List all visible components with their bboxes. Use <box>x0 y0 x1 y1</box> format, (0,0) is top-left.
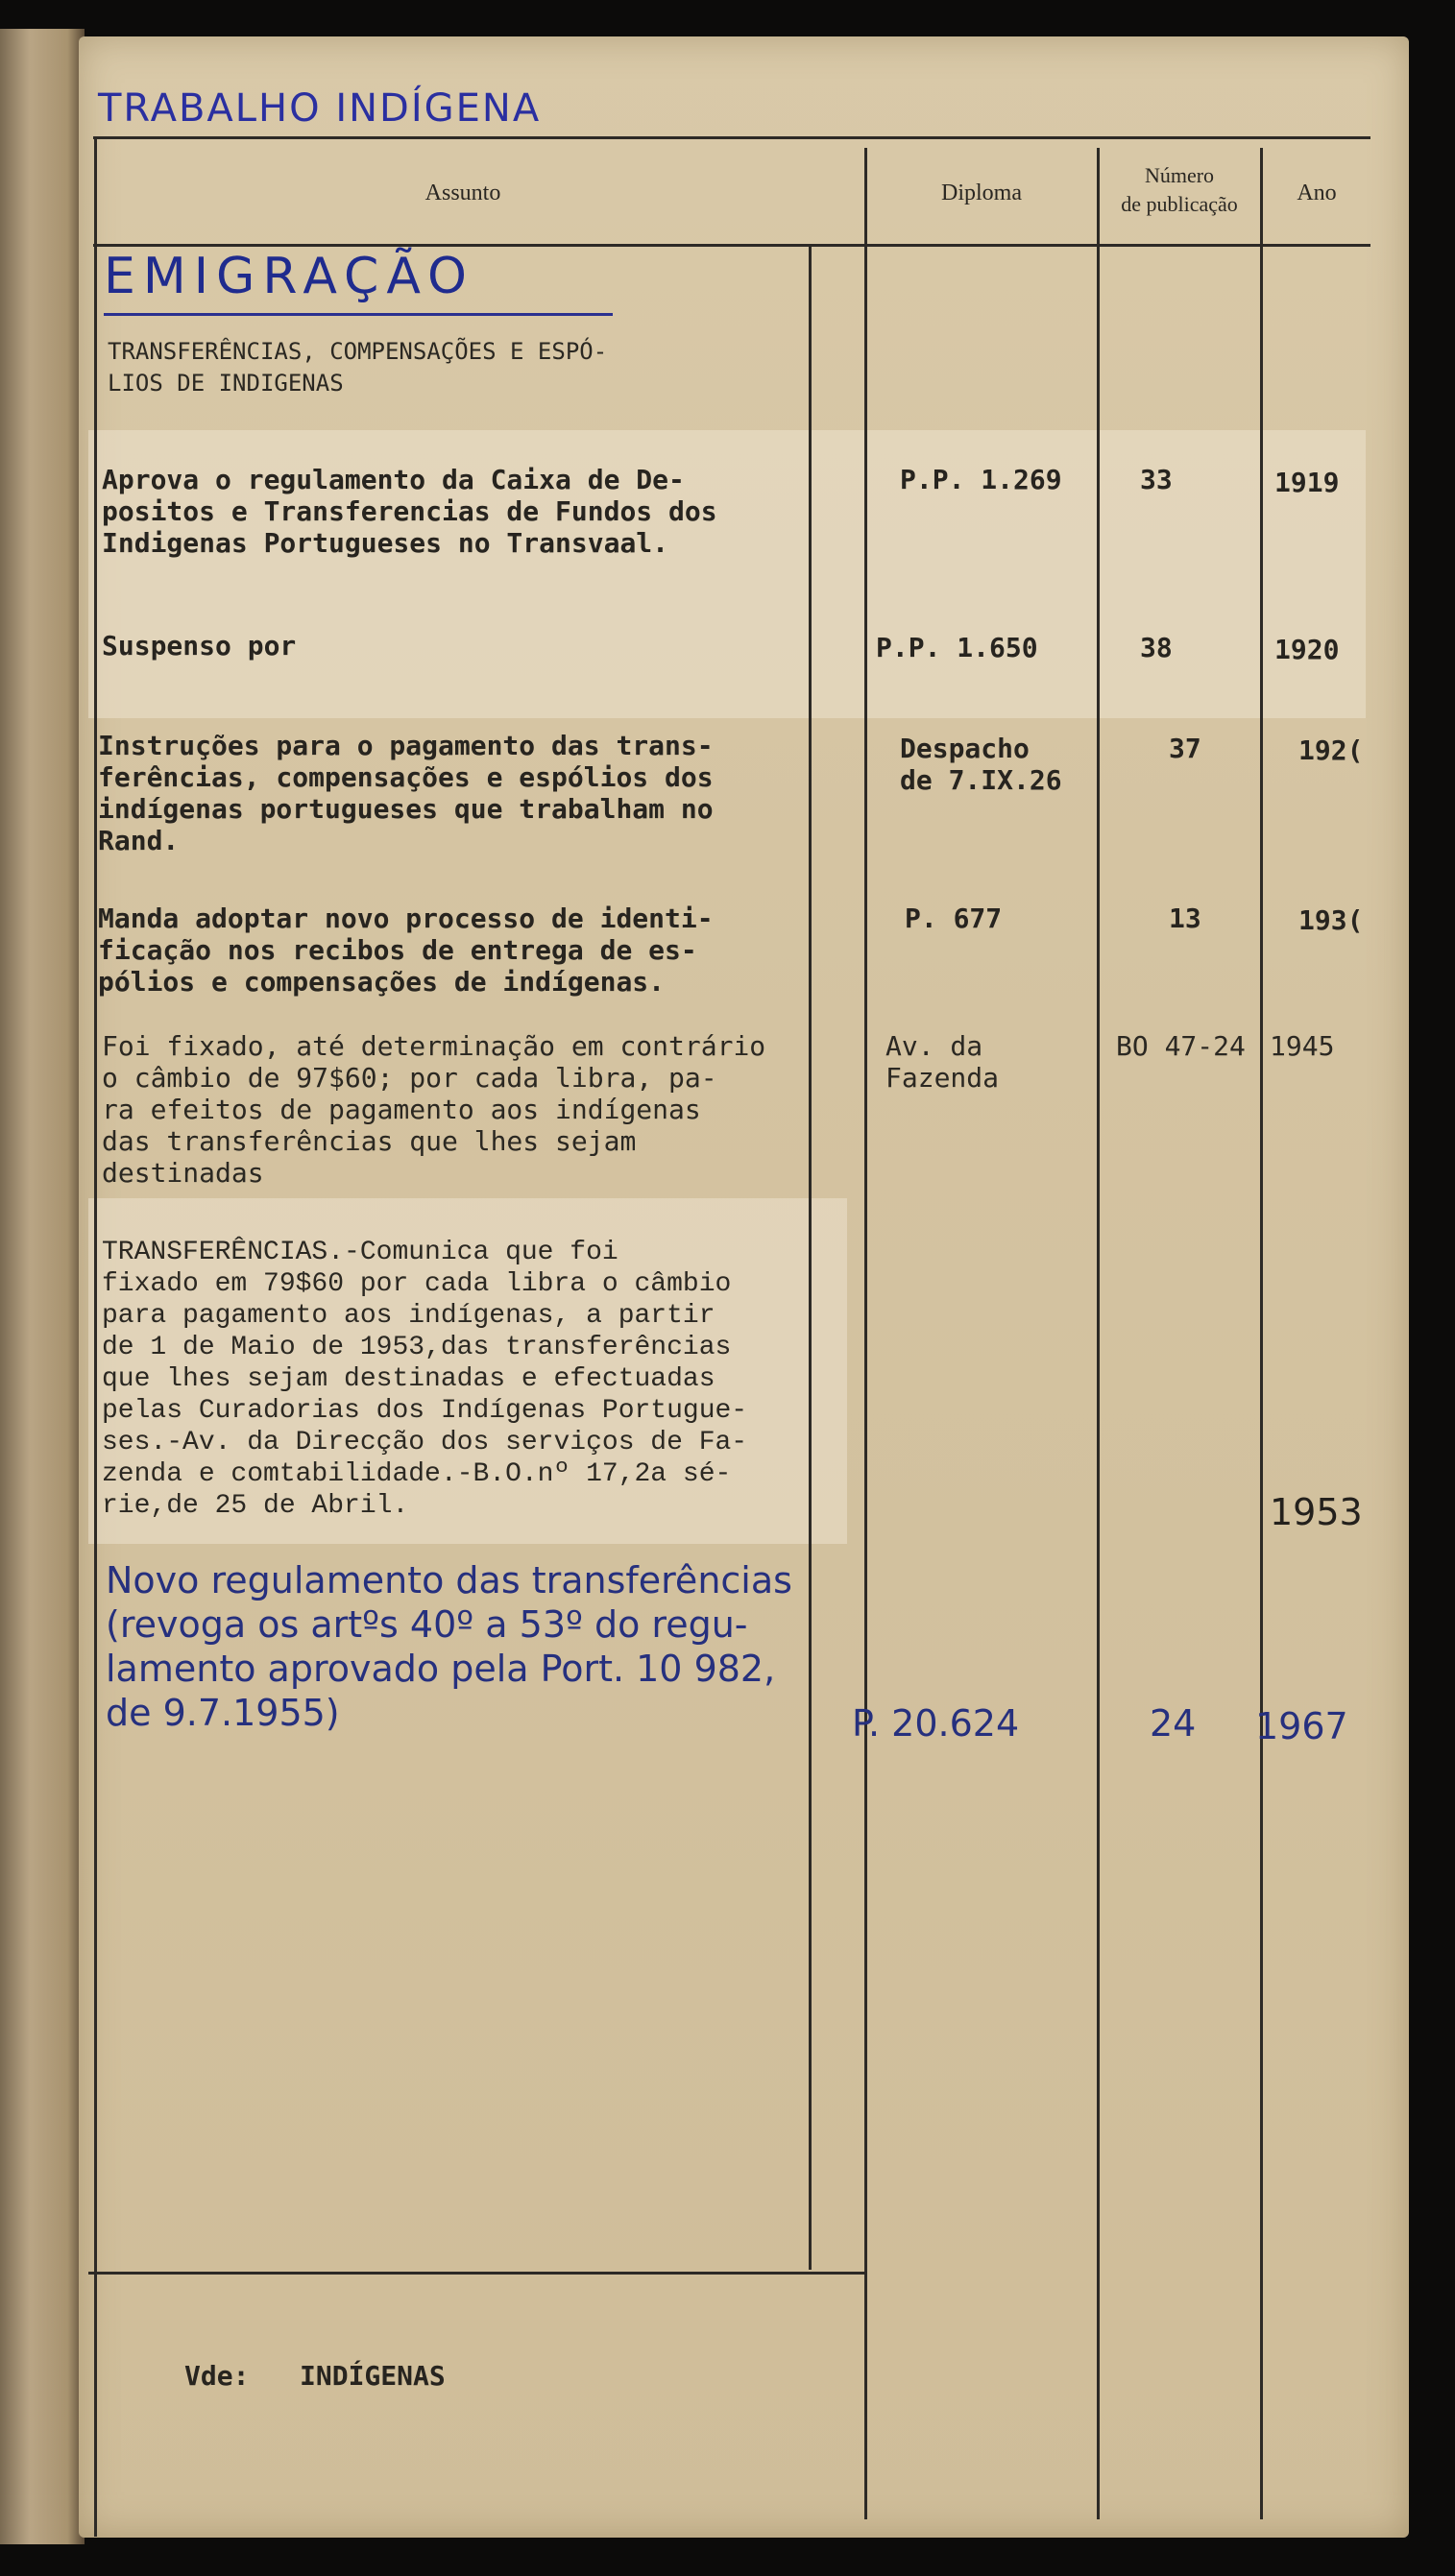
entry-2-numero: 38 <box>1140 632 1173 663</box>
entry-3-ano: 192( <box>1298 734 1364 766</box>
entry-4-numero: 13 <box>1169 903 1201 934</box>
entry-7-ano: 1967 <box>1255 1705 1348 1747</box>
entry-3-diploma: Despacho de 7.IX.26 <box>900 733 1062 796</box>
ano-divider <box>1260 148 1263 2519</box>
entry-4-ano: 193( <box>1298 904 1364 936</box>
entry-7-numero: 24 <box>1150 1702 1197 1745</box>
entry-6-assunto: TRANSFERÊNCIAS.-Comunica que foi fixado em 79$60 por cada libra o câmbio para pagamento aos indígenas, a partir de 1 de Maio de 1953,das transferências que lhes sejam destinadas e efectuadas pelas Curadorias dos Indígenas Portugue- ses.-Av. da Direcção dos serviços de Fa- zenda e comtabilidade.-B.O.nº 17,2a sé- rie,de 25 de Abril. <box>102 1238 748 1521</box>
entry-3-assunto: Instruções para o pagamento das trans- ferências, compensações e espólios dos indígenas portugueses que trabalham no Rand. <box>98 730 714 856</box>
entry-7-assunto: Novo regulamento das transferências (revoga os artºs 40º a 53º do regu- lamento aprovado pela Port. 10 982, de 9.7.1955) <box>106 1559 792 1734</box>
see-also-value: INDÍGENAS <box>300 2360 446 2392</box>
header-assunto: Assunto <box>424 181 501 205</box>
entry-1-assunto: Aprova o regulamento da Caixa de De- positos e Transferencias de Fundos dos Indigenas Portugueses no Transvaal. <box>102 464 717 559</box>
entry-1-diploma: P.P. 1.269 <box>900 464 1062 495</box>
section-title: EMIGRAÇÃO <box>104 248 474 305</box>
numero-divider <box>1097 148 1100 2519</box>
index-card <box>79 36 1409 2538</box>
entry-5-diploma: Av. da Fazenda <box>885 1030 1000 1094</box>
diploma-divider <box>864 148 867 2519</box>
entry-2-assunto: Suspenso por <box>102 630 297 662</box>
header-diploma: Diploma <box>941 181 1022 205</box>
entry-5-assunto: Foi fixado, até determinação em contrário o câmbio de 97$60; por cada libra, pa- ra efeitos de pagamento aos indígenas das transferências que lhes sejam destinadas <box>102 1030 766 1189</box>
entry-5-ano: 1945 <box>1270 1030 1335 1062</box>
entry-1-numero: 33 <box>1140 464 1173 495</box>
entry-2-ano: 1920 <box>1274 634 1340 665</box>
header-ano: Ano <box>1297 181 1337 205</box>
entry-4-diploma: P. 677 <box>905 903 1003 934</box>
section-underline <box>104 313 613 316</box>
entry-2-diploma: P.P. 1.650 <box>876 632 1038 663</box>
entry-7-diploma: P. 20.624 <box>852 1702 1020 1745</box>
see-also-label: Vde: <box>184 2360 250 2392</box>
left-border <box>94 136 97 2537</box>
header-numero: Número de publicação <box>1121 163 1238 216</box>
card-title: TRABALHO INDÍGENA <box>98 86 542 131</box>
subsection-title: TRANSFERÊNCIAS, COMPENSAÇÕES E ESPÓ- LIOS DE INDIGENAS <box>108 338 608 397</box>
header-bottom-rule <box>93 244 1370 247</box>
entry-4-assunto: Manda adoptar novo processo de identi- ficação nos recibos de entrega de es- pólios e compensações de indígenas. <box>98 903 714 998</box>
entry-1-ano: 1919 <box>1274 467 1340 498</box>
entry-6-ano: 1953 <box>1270 1491 1363 1533</box>
footer-rule <box>88 2272 866 2275</box>
adjacent-card-edge <box>0 29 85 2544</box>
header-top-rule <box>93 136 1370 139</box>
entry-3-numero: 37 <box>1169 733 1201 764</box>
entry-5-numero: BO 47-24 <box>1116 1030 1246 1062</box>
